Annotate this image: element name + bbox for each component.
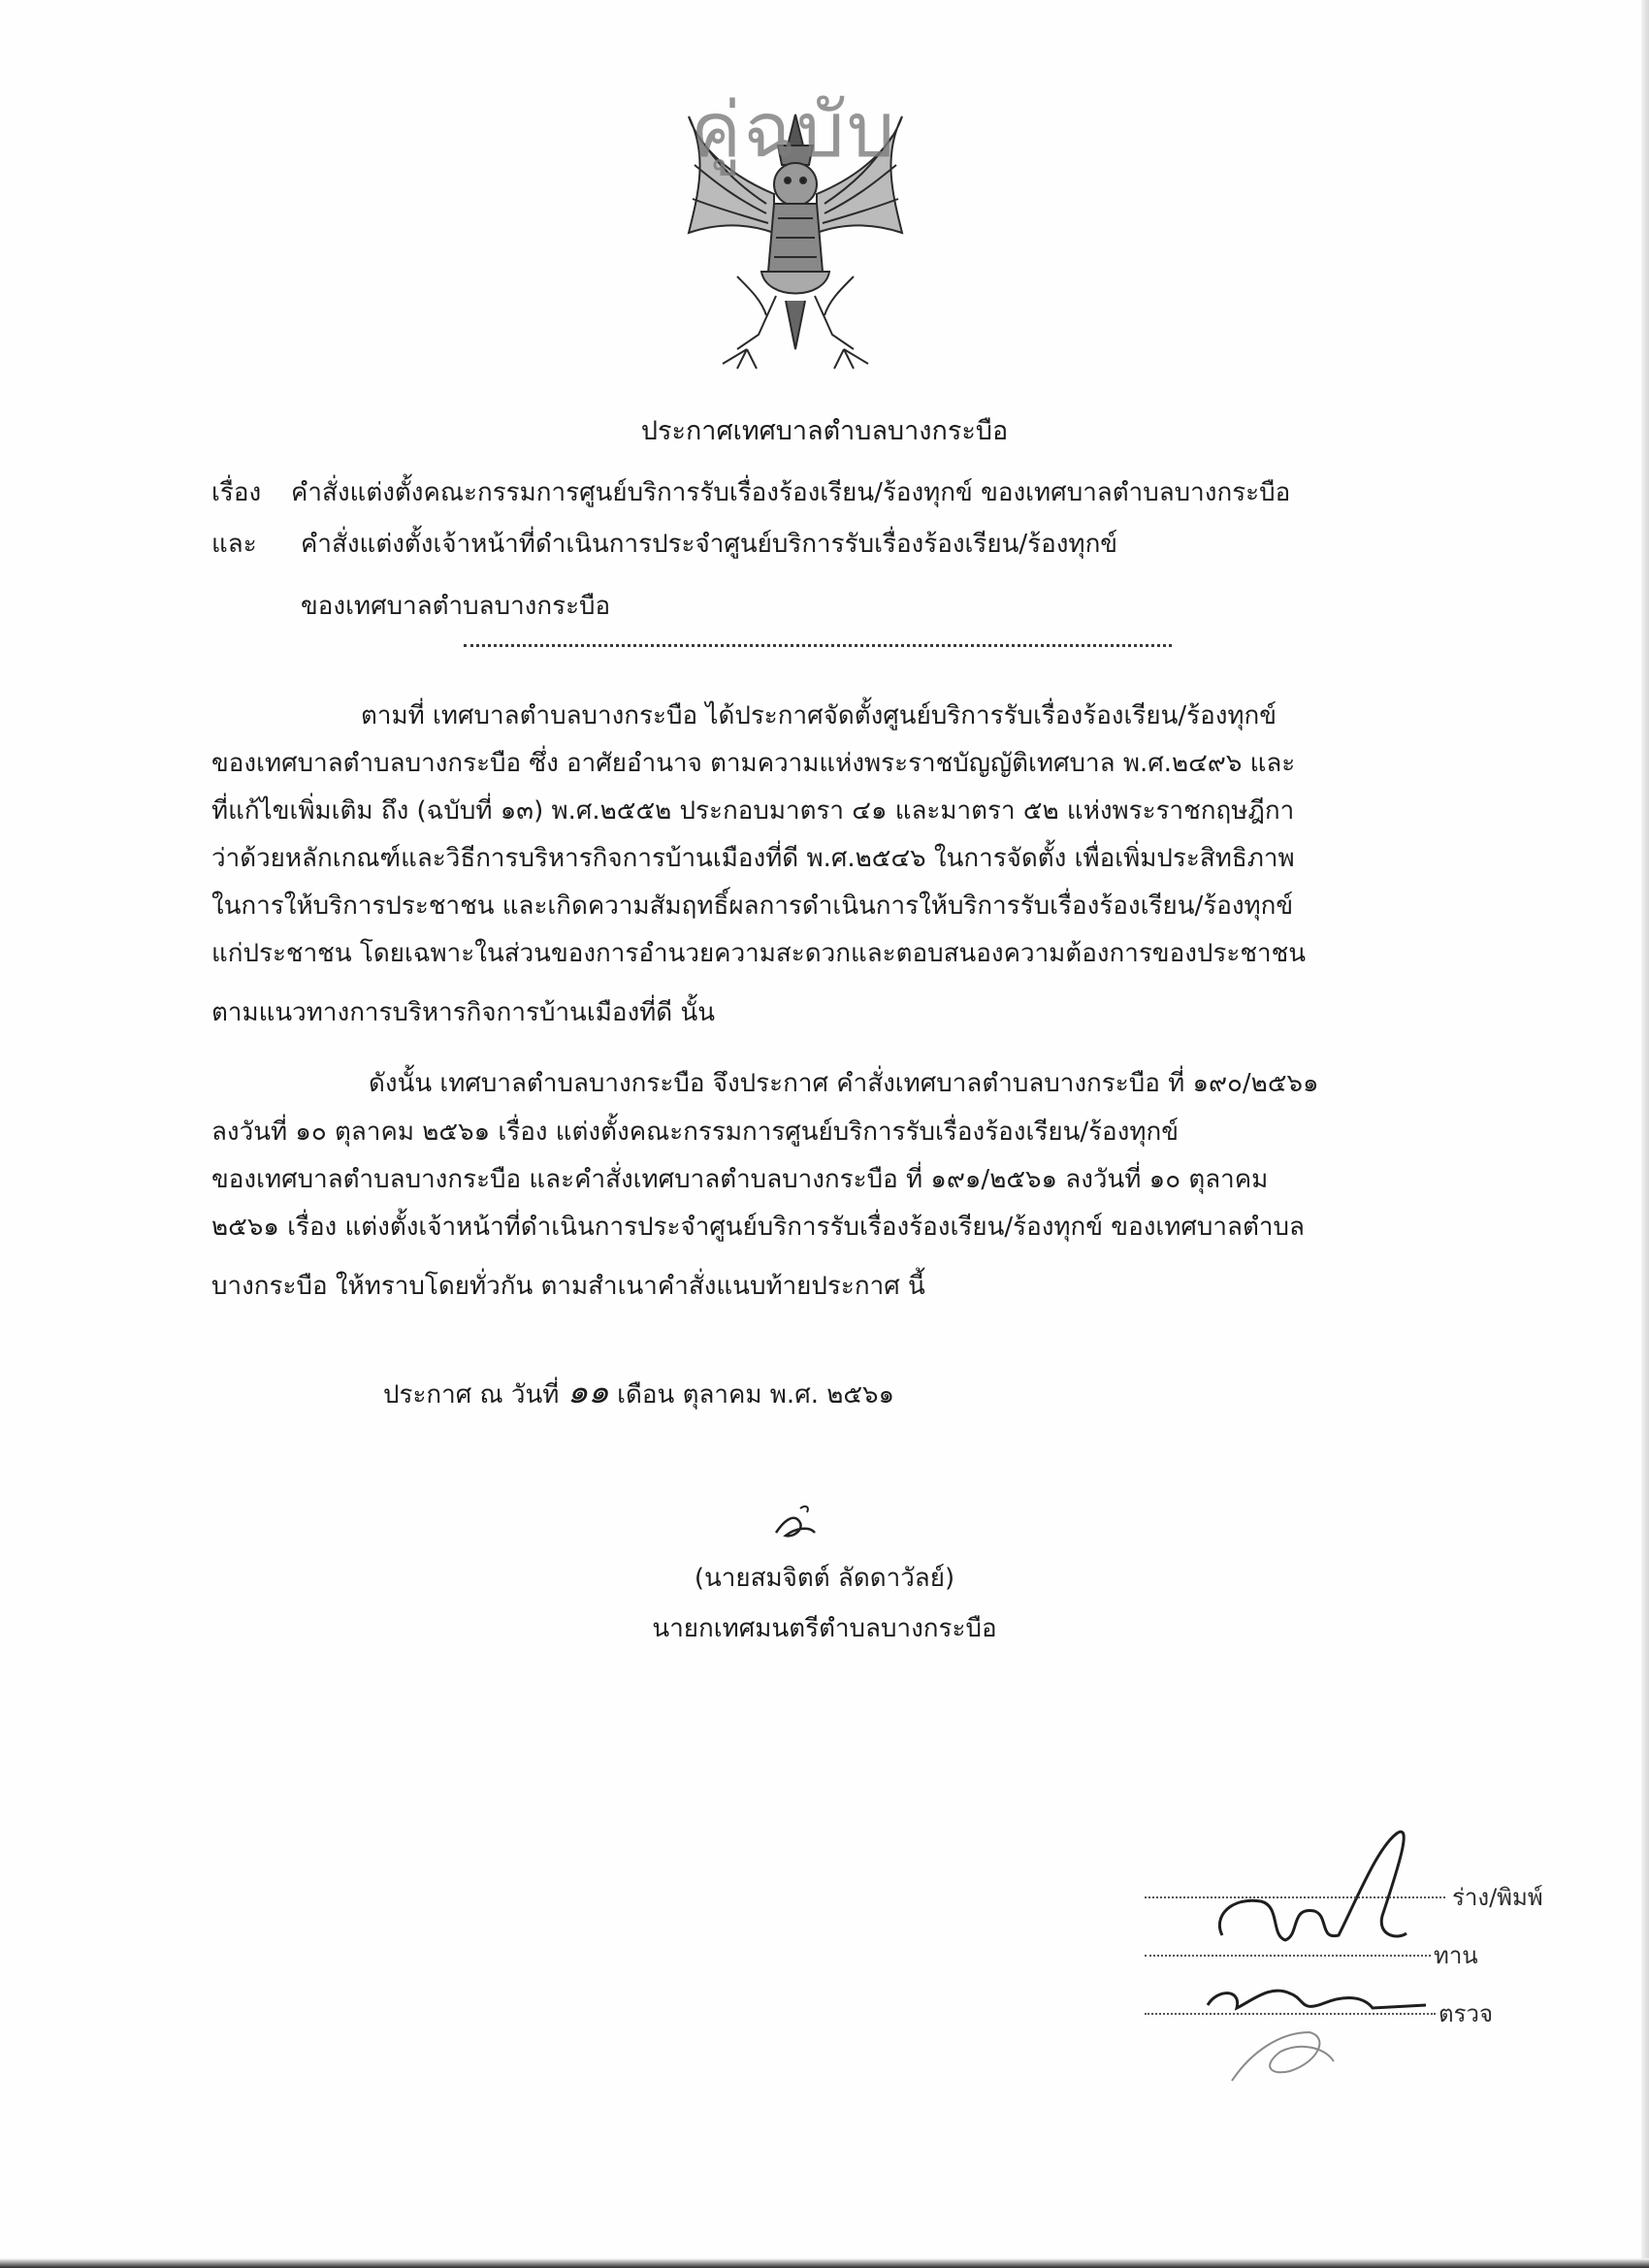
paragraph-2-line: ดังนั้น เทศบาลตำบลบางกระบือ จึงประกาศ คำสั่งเทศบาลตำบลบางกระบือ ที่ ๑๙๐/๒๕๖๑ [369,1069,1319,1098]
paragraph-2-line: ๒๕๖๑ เรื่อง แต่งตั้งเจ้าหน้าที่ดำเนินการประจำศูนย์บริการรับเรื่องร้องเรียน/ร้องทุกข์ ของเทศบาลตำบล [211,1213,1305,1242]
paragraph-1-line: ของเทศบาลตำบลบางกระบือ ซึ่ง อาศัยอำนาจ ตามความแห่งพระราชบัญญัติเทศบาล พ.ศ.๒๔๙๖ และ [211,749,1296,778]
signer-name: (นายสมจิตต์ ลัดดาวัลย์) [694,1564,955,1593]
subject-line-2: คำสั่งแต่งตั้งเจ้าหน้าที่ดำเนินการประจำศูนย์บริการรับเรื่องร้องเรียน/ร้องทุกข์ [301,530,1118,559]
scan-edge-right [1641,0,1649,2268]
paragraph-1-line: ที่แก้ไขเพิ่มเติม ถึง (ฉบับที่ ๑๓) พ.ศ.๒๕๕๒ ประกอบมาตรา ๔๑ และมาตรา ๕๒ แห่งพระราชกฤษฎีกา [211,796,1295,826]
subject-label: เรื่อง [211,478,262,507]
announce-date [383,1373,895,1411]
scan-edge-bottom [0,2258,1649,2268]
initials-label-typed: ร่าง/พิมพ์ [1452,1884,1543,1911]
signer-title: นายกเทศมนตรีตำบลบางกระบือ [652,1614,997,1643]
announce-day: ๑๑ [566,1373,609,1411]
announce-prefix: ประกาศ ณ วันที่ [383,1380,560,1409]
subject-and-label: และ [211,530,257,559]
initials-dotted-line [1145,2013,1436,2015]
paragraph-1-line: ว่าด้วยหลักเกณฑ์และวิธีการบริหารกิจการบ้านเมืองที่ดี พ.ศ.๒๕๔๖ ในการจัดตั้ง เพื่อเพิ่มประสิทธิภาพ [211,844,1295,873]
divider-dotted [464,644,1172,647]
copy-stamp: คู่ฉบับ [691,87,897,175]
subject-line-1: คำสั่งแต่งตั้งคณะกรรมการศูนย์บริการรับเรื่องร้องเรียน/ร้องทุกข์ ของเทศบาลตำบลบางกระบือ [291,478,1291,507]
subject-line-3: ของเทศบาลตำบลบางกระบือ [301,592,611,621]
paragraph-1-line: ตามแนวทางการบริหารกิจการบ้านเมืองที่ดี นั้น [211,998,715,1027]
announce-suffix: เดือน ตุลาคม พ.ศ. ๒๕๖๑ [617,1380,895,1409]
paragraph-2-line: บางกระบือ ให้ทราบโดยทั่วกัน ตามสำเนาคำสั่งแนบท้ายประกาศ นี้ [211,1272,925,1301]
page-title: ประกาศเทศบาลตำบลบางกระบือ [640,416,1009,446]
initials-dotted-line [1145,1955,1431,1957]
paragraph-1-line: แก่ประชาชน โดยเฉพาะในส่วนของการอำนวยความสะดวกและตอบสนองความต้องการของประชาชน [211,939,1306,968]
signature-mark-icon [766,1499,824,1547]
paragraph-1-line: ตามที่ เทศบาลตำบลบางกระบือ ได้ประกาศจัดตั้งศูนย์บริการรับเรื่องร้องเรียน/ร้องทุกข์ [361,701,1277,730]
paragraph-2-line: ลงวันที่ ๑๐ ตุลาคม ๒๕๖๑ เรื่อง แต่งตั้งคณะกรรมการศูนย์บริการรับเรื่องร้องเรียน/ร้องทุกข์ [211,1118,1180,1147]
paragraph-2-line: ของเทศบาลตำบลบางกระบือ และคำสั่งเทศบาลตำบลบางกระบือ ที่ ๑๙๑/๒๕๖๑ ลงวันที่ ๑๐ ตุลาคม [211,1165,1269,1194]
handwritten-initials-icon [1135,1741,1542,2090]
initials-label-checked: ทาน [1434,1942,1478,1969]
paragraph-1-line: ในการให้บริการประชาชน และเกิดความสัมฤทธิ์ผลการดำเนินการให้บริการรับเรื่องร้องเรียน/ร้องทุกข์ [211,891,1294,921]
initials-label-verified: ตรวจ [1439,2000,1494,2027]
initials-dotted-line [1145,1896,1445,1898]
